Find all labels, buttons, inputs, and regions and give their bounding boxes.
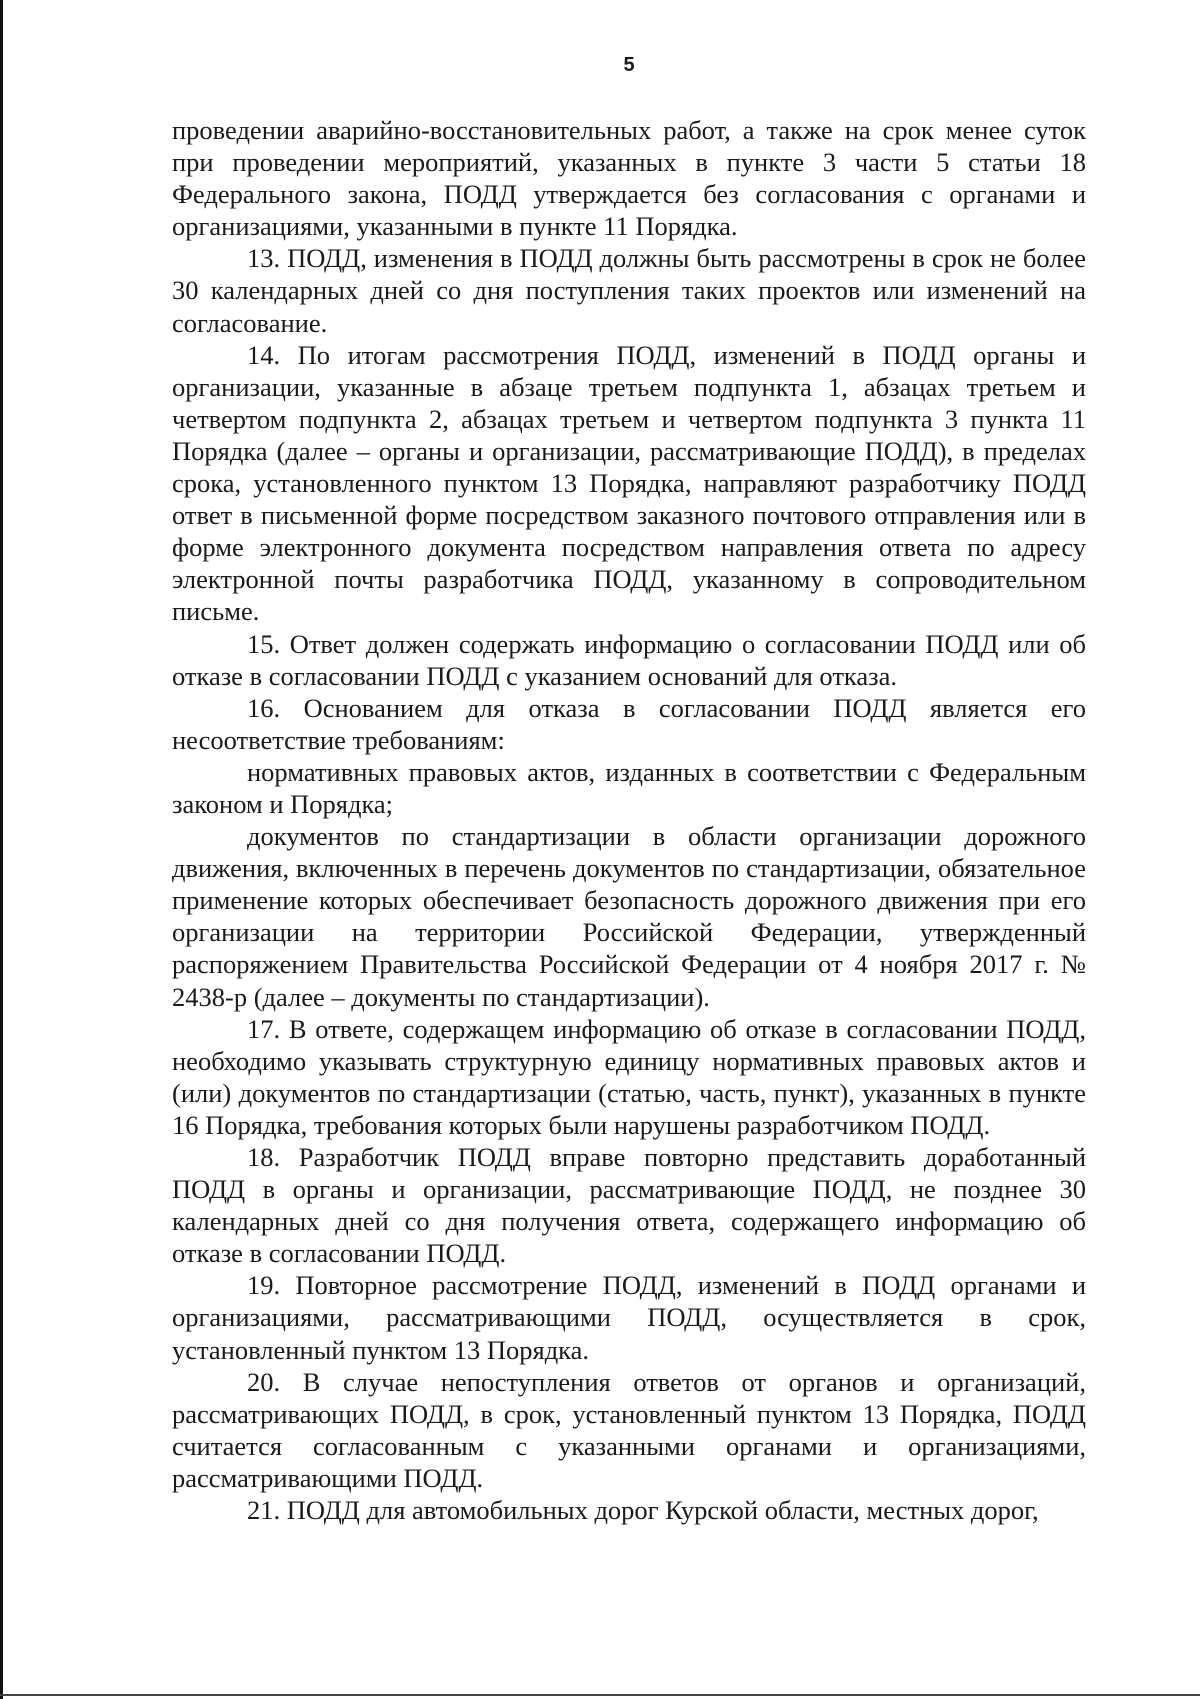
paragraph-15: 15. Ответ должен содержать информацию о согласовании ПОДД или об отказе в согласовании ПОДД с указанием оснований для отказа.: [172, 628, 1086, 691]
scan-left-edge: [0, 0, 3, 1699]
paragraph-16: 16. Основанием для отказа в согласовании ПОДД является его несоответствие требованиям:: [172, 692, 1086, 755]
paragraph: проведении аварийно-восстановительных работ, а также на срок менее суток при проведении мероприятий, указанных в пункте 3 части 5 статьи 18 Федерального закона, ПОДД утверждается без согласования с органами и организациями, указанными в пункте 11 Порядка.: [172, 115, 1086, 242]
paragraph-19: 19. Повторное рассмотрение ПОДД, изменений в ПОДД органами и организациями, рассматривающими ПОДД, осуществляется в срок, установленный пунктом 13 Порядка.: [172, 1270, 1086, 1365]
paragraph-16-item-1: нормативных правовых актов, изданных в соответствии с Федеральным законом и Порядка;: [172, 756, 1086, 819]
document-body: [172, 114, 1086, 1526]
paragraph-14: 14. По итогам рассмотрения ПОДД, изменений в ПОДД органы и организации, указанные в абзаце третьем подпункта 1, абзацах третьем и четвертом подпункта 2, абзацах третьем и четвертом подпункта 3 пункта 11 Порядка (далее – органы и организации, рассматривающие ПОДД), в пределах срока, установленного пунктом 13 Порядка, направляют разработчику ПОДД ответ в письменной форме посредством заказного почтового отправления или в форме электронного документа посредством направления ответа по адресу электронной почты разработчика ПОДД, указанному в сопроводительном письме.: [172, 339, 1086, 627]
paragraph-13: 13. ПОДД, изменения в ПОДД должны быть рассмотрены в срок не более 30 календарных дней со дня поступления таких проектов или изменений на согласование.: [172, 243, 1086, 338]
paragraph-20: 20. В случае непоступления ответов от органов и организаций, рассматривающих ПОДД, в срок, установленный пунктом 13 Порядка, ПОДД считается согласованным с указанными органами и организациями, рассматривающими ПОДД.: [172, 1366, 1086, 1493]
scan-bottom-edge: [0, 1694, 1200, 1696]
paragraph-21: 21. ПОДД для автомобильных дорог Курской области, местных дорог,: [247, 1495, 1039, 1526]
page-number: 5: [623, 54, 635, 76]
paragraph-18: 18. Разработчик ПОДД вправе повторно представить доработанный ПОДД в органы и организации, рассматривающие ПОДД, не позднее 30 календарных дней со дня получения ответа, содержащего информацию об отказе в согласовании ПОДД.: [172, 1142, 1086, 1269]
paragraph-17: 17. В ответе, содержащем информацию об отказе в согласовании ПОДД, необходимо указывать структурную единицу нормативных правовых актов и (или) документов по стандартизации (статью, часть, пункт), указанных в пункте 16 Порядка, требования которых были нарушены разработчиком ПОДД.: [172, 1013, 1086, 1140]
paragraph-16-item-2: документов по стандартизации в области организации дорожного движения, включенных в перечень документов по стандартизации, обязательное применение которых обеспечивает безопасность дорожного движения при его организации на территории Российской Федерации, утвержденный распоряжением Правительства Российской Федерации от 4 ноября 2017 г. № 2438-р (далее – документы по стандартизации).: [172, 821, 1086, 1012]
